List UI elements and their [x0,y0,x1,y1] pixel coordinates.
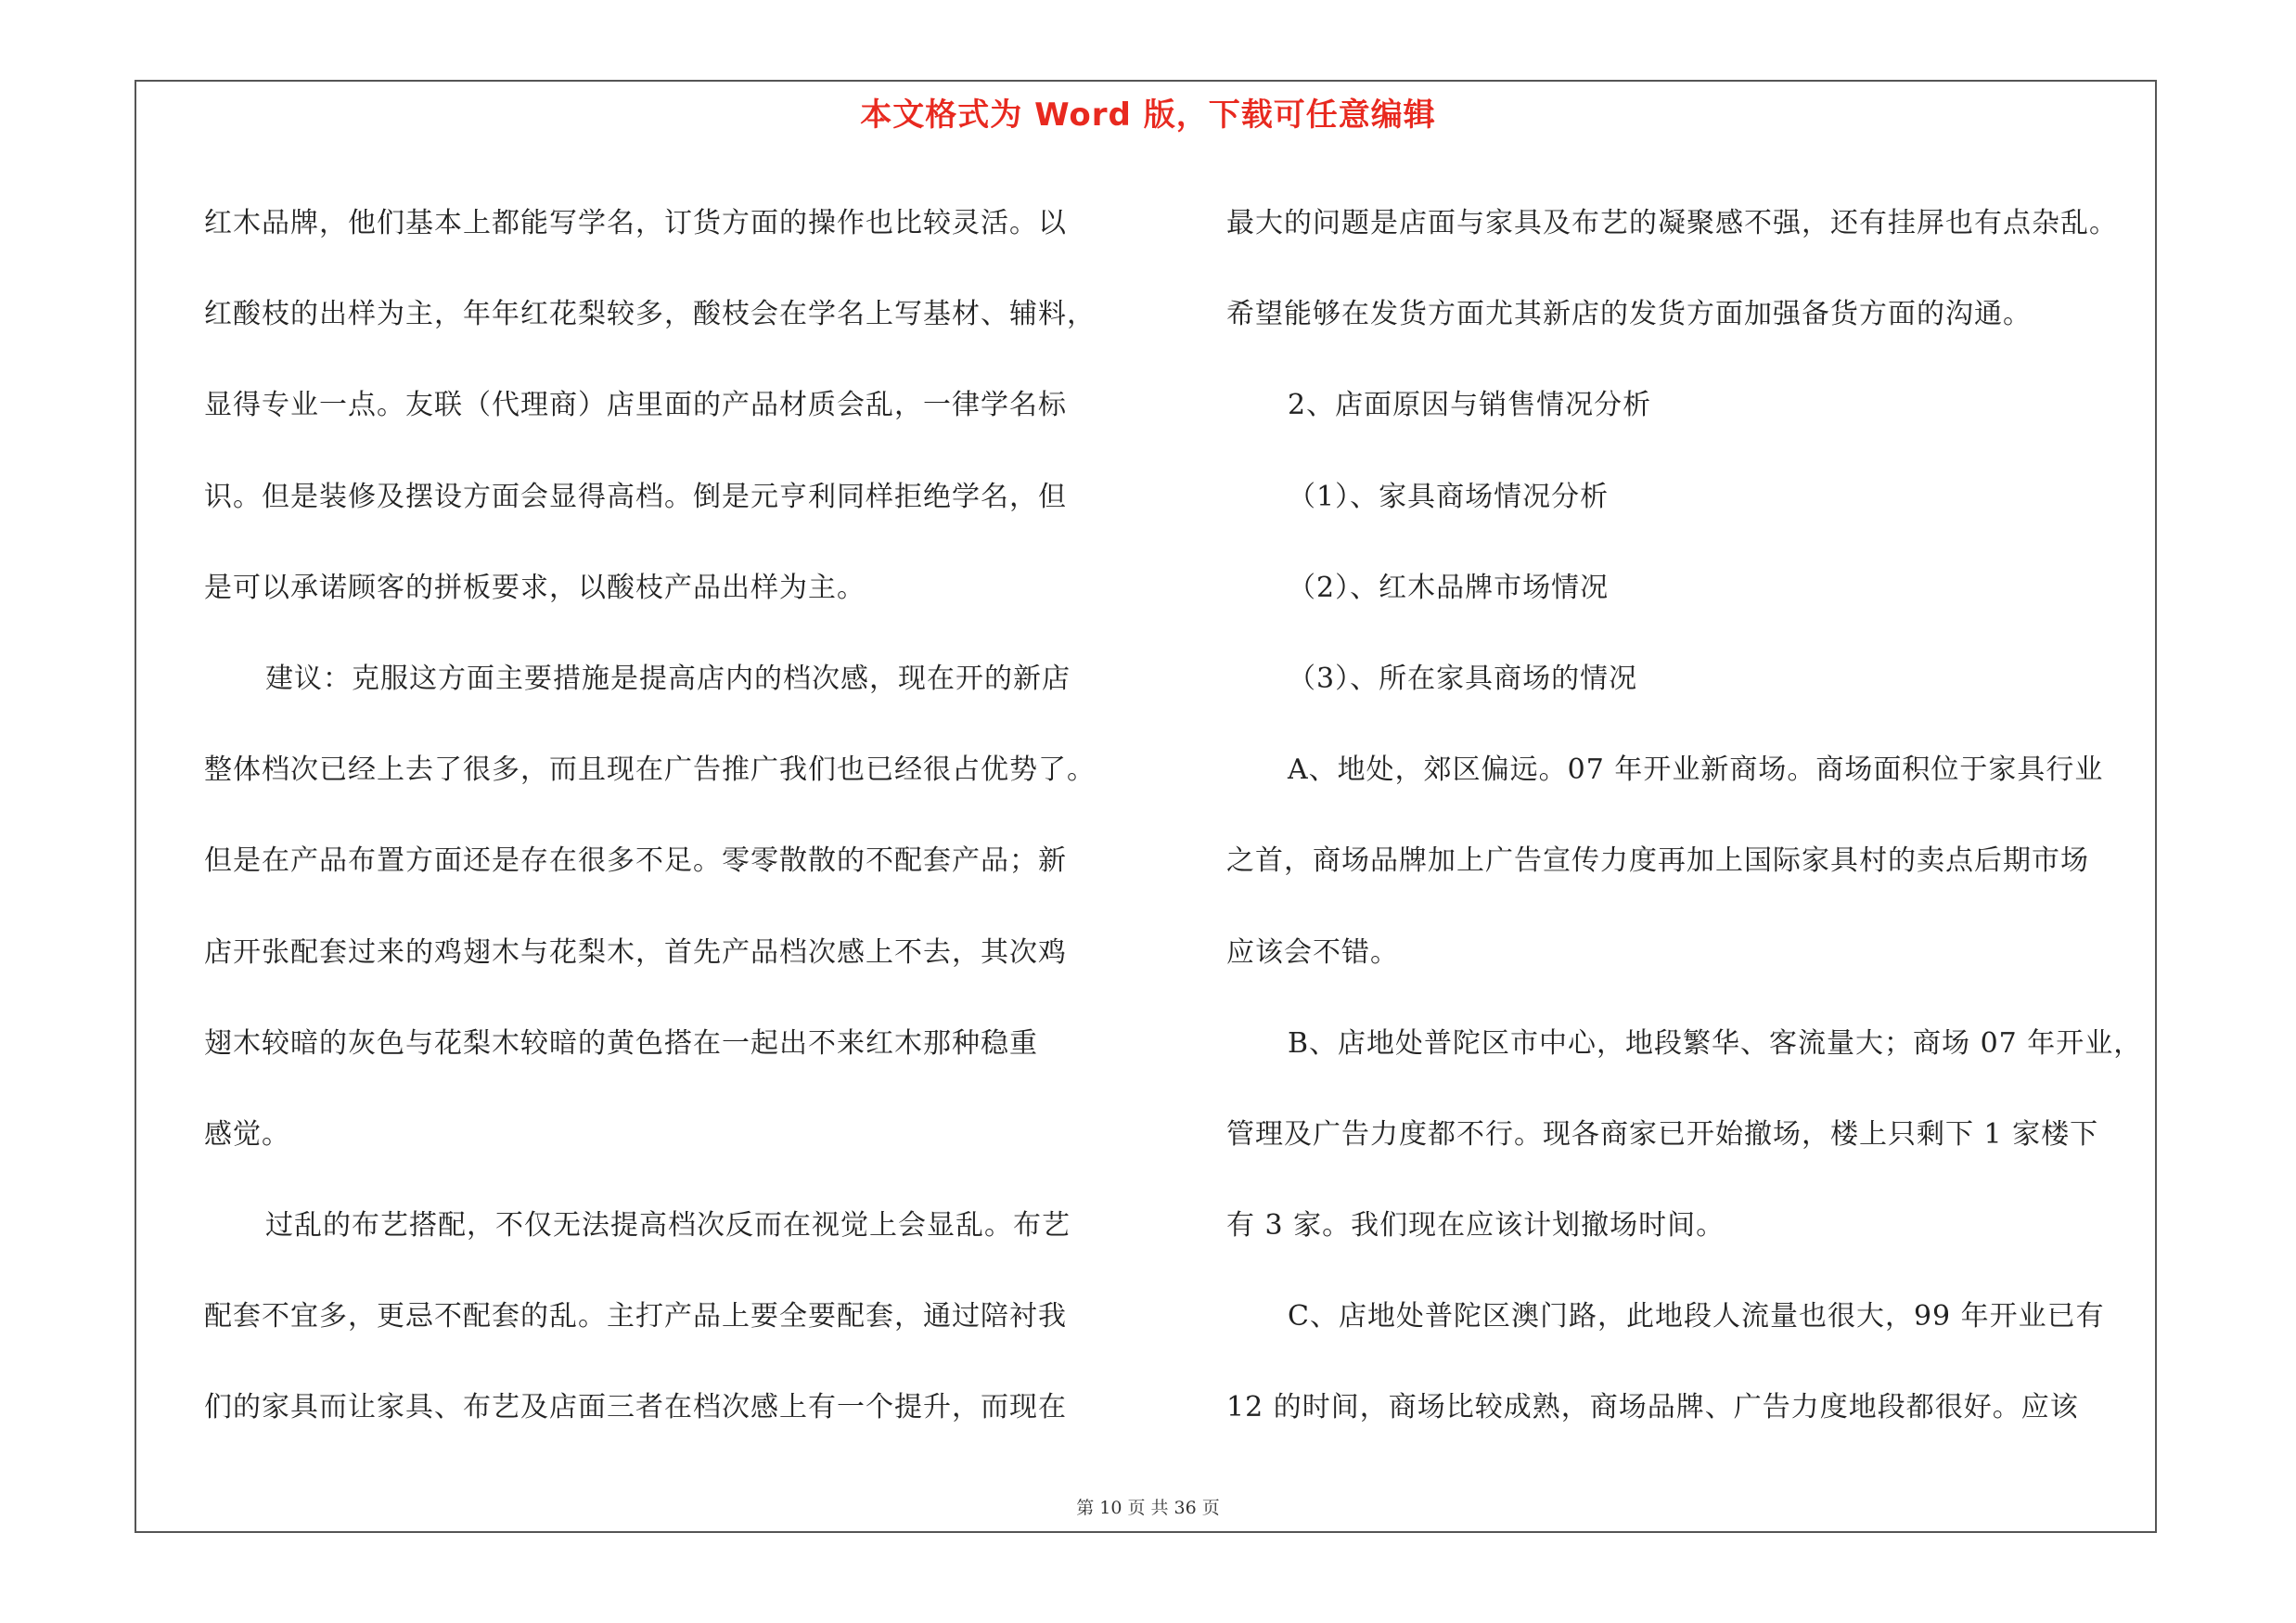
text-line: 红木品牌，他们基本上都能写学名，订货方面的操作也比较灵活。以 [204,207,1067,239]
text-line: 店开张配套过来的鸡翅木与花梨木，首先产品档次感上不去，其次鸡 [204,935,1067,969]
text-line: C、店地处普陀区澳门路，此地段人流量也很大，99 年开业已有 [1288,1300,2105,1333]
text-line: 应该会不错。 [1226,935,1399,969]
text-line: 红酸枝的出样为主，年年红花梨较多，酸枝会在学名上写基材、辅料， [204,298,1096,331]
page-number-footer: 第 10 页 共 36 页 [1076,1498,1220,1518]
text-line: 但是在产品布置方面还是存在很多不足。零零散散的不配套产品；新 [204,844,1067,878]
text-line: 翅木较暗的灰色与花梨木较暗的黄色搭在一起出不来红木那种稳重 [204,1026,1038,1060]
sub-heading: （2）、红木品牌市场情况 [1288,571,1610,604]
text-line: 管理及广告力度都不行。现各商家已开始撤场，楼上只剩下 1 家楼下 [1226,1117,2099,1151]
section-heading: 2、店面原因与销售情况分析 [1288,389,1652,422]
text-line: 之首，商场品牌加上广告宣传力度再加上国际家具村的卖点后期市场 [1226,844,2089,878]
right-text-column [1226,178,2191,1454]
text-line: 是可以承诺顾客的拼板要求，以酸枝产品出样为主。 [204,571,866,604]
text-line: 12 的时间，商场比较成熟，商场品牌、广告力度地段都很好。应该 [1226,1391,2079,1424]
sub-heading: （3）、所在家具商场的情况 [1288,662,1638,695]
text-line: 们的家具而让家具、布艺及店面三者在档次感上有一个提升，而现在 [204,1391,1067,1424]
text-line: 整体档次已经上去了很多，而且现在广告推广我们也已经很占优势了。 [204,754,1096,787]
text-line: 最大的问题是店面与家具及布艺的凝聚感不强，还有挂屏也有点杂乱。 [1226,207,2118,239]
text-line: 有 3 家。我们现在应该计划撤场时间。 [1226,1209,1725,1243]
text-line: 配套不宜多，更忌不配套的乱。主打产品上要全要配套，通过陪衬我 [204,1300,1067,1333]
text-line: 希望能够在发货方面尤其新店的发货方面加强备货方面的沟通。 [1226,298,2032,331]
left-text-column [204,178,1141,1454]
word-format-notice: 本文格式为 Word 版，下载可任意编辑 [860,97,1436,134]
text-line: B、店地处普陀区市中心，地段繁华、客流量大；商场 07 年开业， [1288,1026,2143,1060]
text-line: 建议：克服这方面主要措施是提高店内的档次感，现在开的新店 [265,662,1071,695]
text-line: 感觉。 [204,1117,290,1151]
sub-heading: （1）、家具商场情况分析 [1288,480,1610,513]
text-line: 识。但是装修及摆设方面会显得高档。倒是元亨利同样拒绝学名，但 [204,480,1067,513]
text-line: 过乱的布艺搭配，不仅无法提高档次反而在视觉上会显乱。布艺 [265,1209,1071,1243]
text-line: A、地处，郊区偏远。07 年开业新商场。商场面积位于家具行业 [1288,754,2104,787]
text-line: 显得专业一点。友联（代理商）店里面的产品材质会乱，一律学名标 [204,389,1067,422]
